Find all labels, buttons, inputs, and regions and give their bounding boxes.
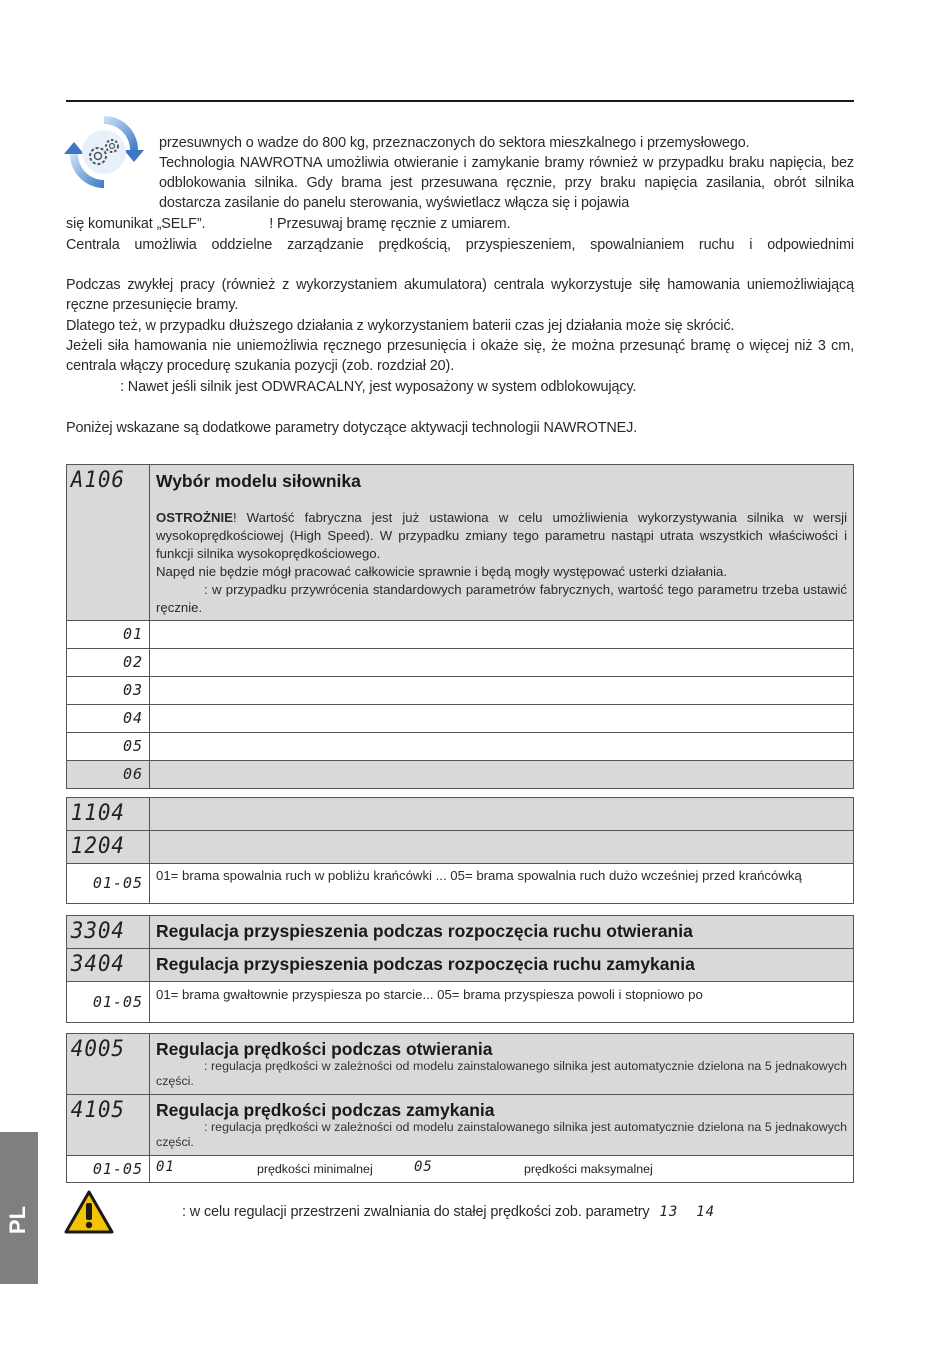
option-desc <box>150 621 854 649</box>
param-table-a1 <box>66 464 854 789</box>
param-title: Regulacja prędkości podczas otwierania <box>156 1039 493 1059</box>
param-code: 4105 <box>70 1098 125 1123</box>
param-desc-cell <box>150 465 854 621</box>
option-value: 03 <box>122 681 143 699</box>
self-message: się komunikat „SELF”. <box>66 216 206 232</box>
option-desc <box>150 649 854 677</box>
caution-label: OSTROŻNIE <box>156 510 233 525</box>
min-code: 01 <box>156 1159 175 1175</box>
body-p5: Poniżej wskazane są dodatkowe parametry dotyczące aktywacji technologii NAWROTNEJ. <box>66 420 638 436</box>
param-ref-14: 14 <box>696 1204 716 1220</box>
max-code: 05 <box>414 1159 433 1175</box>
language-label: PL <box>5 1205 31 1235</box>
footer-note: : w celu regulacji przestrzeni zwalniania do stałej prędkości zob. parametry 13 14 <box>182 1204 716 1220</box>
body-p3: Jeżeli siła hamowania nie uniemożliwia ręcznego przesunięcia i okaże się, że można przesunąć bramę o więcej niż 3 cm, centrala włączy procedurę szukania pozycji (zob. rozdział 20). <box>66 338 854 374</box>
option-desc <box>150 705 854 733</box>
warning-icon <box>64 1190 114 1234</box>
language-tab <box>0 1132 38 1284</box>
param-code: 1104 <box>70 801 125 826</box>
param-title: Regulacja przyspieszenia podczas rozpoczęcia ruchu otwierania <box>156 921 693 941</box>
param-code: 3304 <box>70 919 125 944</box>
param-line3: : w przypadku przywrócenia standardowych parametrów fabrycznych, wartość tego parametru trzeba ustawić ręcznie. <box>156 582 847 615</box>
param-warning: OSTROŻNIE! Wartość fabryczna jest już ustawiona w celu umożliwienia wykorzystywania silnika w wersji wysokoprędkościowej (High Speed). W przypadku zmiany tego parametru nastąpi utrata wszystkich właściwości i funkcji silnika wysokoprędkościowego. <box>156 510 847 561</box>
option-desc <box>150 733 854 761</box>
param-ref-13: 13 <box>659 1204 679 1220</box>
intro-line3 <box>66 214 854 234</box>
param-table-acceleration <box>66 915 854 1023</box>
param-table-slowdown <box>66 797 854 904</box>
intro-line1: przesuwnych o wadze do 800 kg, przeznaczonych do sektora mieszkalnego i przemysłowego. <box>159 135 750 151</box>
option-desc <box>150 761 854 789</box>
option-desc <box>150 677 854 705</box>
option-value: 02 <box>122 653 143 671</box>
param-code: 3404 <box>70 952 125 977</box>
param-title: Wybór modelu siłownika <box>156 471 361 491</box>
param-code: 4005 <box>70 1037 125 1062</box>
param-code: 1204 <box>70 834 125 859</box>
body-p4: : Nawet jeśli silnik jest ODWRACALNY, jest wyposażony w system odblokowujący. <box>120 379 637 395</box>
min-label: prędkości minimalnej <box>257 1162 373 1176</box>
param-range-desc: 01= brama spowalnia ruch w pobliżu krańcówki ... 05= brama spowalnia ruch dużo wcześniej przed krańcówką <box>156 868 802 883</box>
param-note: : regulacja prędkości w zależności od modelu zainstalowanego silnika jest automatycznie dzielona na 5 jednakowych części. <box>156 1059 847 1088</box>
param-note: : regulacja prędkości w zależności od modelu zainstalowanego silnika jest automatycznie dzielona na 5 jednakowych części. <box>156 1120 847 1149</box>
param-range: 01-05 <box>92 1160 143 1178</box>
param-code: A106 <box>70 468 125 493</box>
intro-text <box>66 133 854 213</box>
param-range: 01-05 <box>92 874 143 892</box>
param-table-speed <box>66 1033 854 1183</box>
manual-warning: ! Przesuwaj bramę ręcznie z umiarem. <box>269 216 511 232</box>
option-value: 04 <box>122 709 143 727</box>
option-value: 06 <box>122 765 143 783</box>
param-title: Regulacja prędkości podczas zamykania <box>156 1100 495 1120</box>
param-line2: Napęd nie będzie mógł pracować całkowicie sprawnie i będą mogły występować usterki działania. <box>156 564 728 579</box>
param-range: 01-05 <box>92 993 143 1011</box>
body-p1: Podczas zwykłej pracy (również z wykorzystaniem akumulatora) centrala wykorzystuje siłę hamowania uniemożliwiającą ręczne przesunięcie bramy. <box>66 277 854 313</box>
body-p2: Dlatego też, w przypadku dłuższego działania z wykorzystaniem baterii czas jej działania może się skrócić. <box>66 318 735 334</box>
intro-line2: Technologia NAWROTNA umożliwia otwieranie i zamykanie bramy również w przypadku braku napięcia, bez odblokowania silnika. Gdy brama jest przesuwana ręcznie, przy braku napięcia zasilania, obrót silnika dostarcza zasilanie do panelu sterowania, wyświetlacz włącza się i pojawia <box>159 155 854 211</box>
option-value: 01 <box>122 625 143 643</box>
param-range-desc: 01= brama gwałtownie przyspiesza po starcie... 05= brama przyspiesza powoli i stopniowo po <box>156 987 703 1002</box>
max-label: prędkości maksymalnej <box>524 1162 653 1176</box>
param-code-cell <box>67 465 150 621</box>
intro-line4: Centrala umożliwia oddzielne zarządzanie prędkością, przyspieszeniem, spowalnianiem ruchu i odpowiednimi <box>66 237 854 253</box>
option-value: 05 <box>122 737 143 755</box>
top-rule <box>66 100 854 102</box>
param-title: Regulacja przyspieszenia podczas rozpoczęcia ruchu zamykania <box>156 954 695 974</box>
